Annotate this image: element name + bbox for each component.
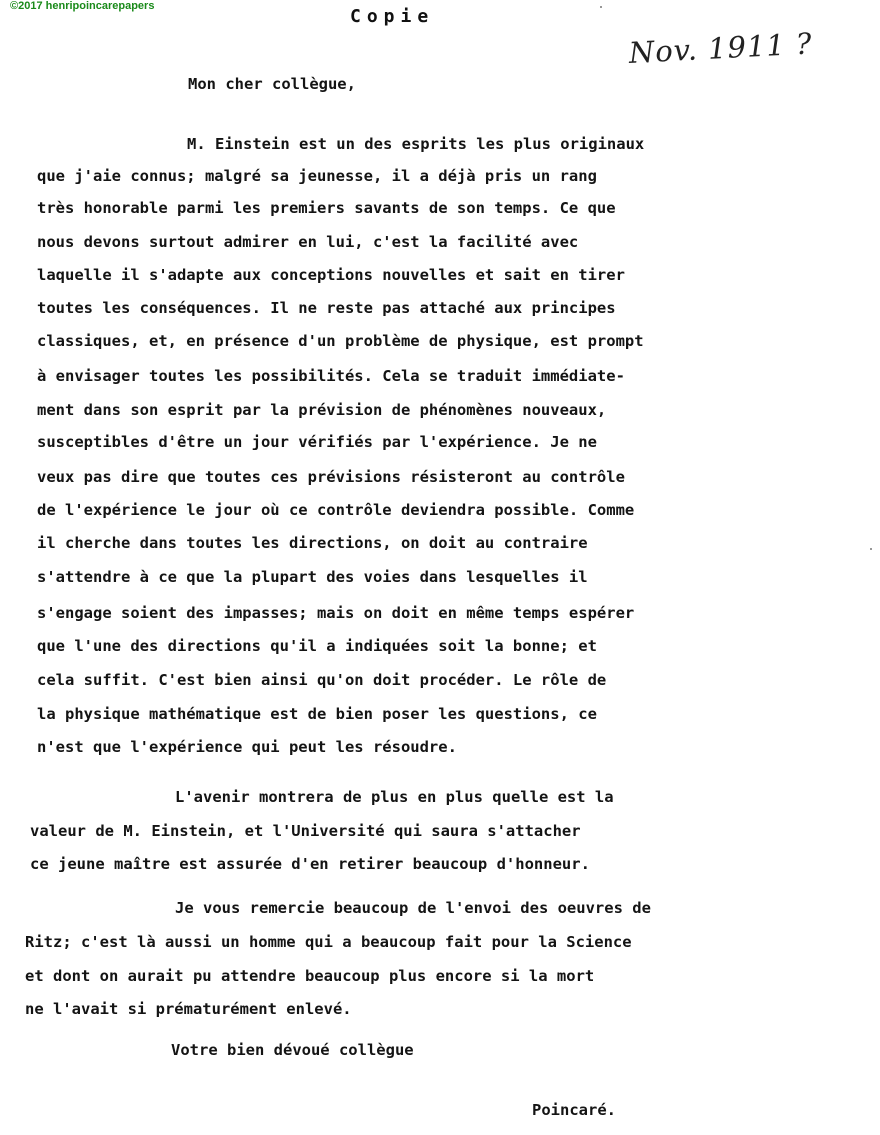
body-line: Ritz; c'est là aussi un homme qui a beaucoup fait pour la Science [25,933,632,951]
body-line: et dont on aurait pu attendre beaucoup plus encore si la mort [25,967,595,985]
handwritten-date-note: Nov. 1911 ? [628,26,814,70]
body-line: s'engage soient des impasses; mais on doit en même temps espérer [37,604,635,622]
body-line: toutes les conséquences. Il ne reste pas attaché aux principes [37,299,616,317]
body-line: nous devons surtout admirer en lui, c'est la facilité avec [37,233,579,251]
body-line: la physique mathématique est de bien poser les questions, ce [37,705,597,723]
body-line: cela suffit. C'est bien ainsi qu'on doit procéder. Le rôle de [37,671,607,689]
body-line: susceptibles d'être un jour vérifiés par l'expérience. Je ne [37,433,597,451]
body-line: n'est que l'expérience qui peut les résoudre. [37,738,457,756]
body-line: à envisager toutes les possibilités. Cela se traduit immédiate- [37,367,625,385]
body-line: ce jeune maître est assurée d'en retirer beaucoup d'honneur. [30,855,590,873]
body-line: valeur de M. Einstein, et l'Université qui saura s'attacher [30,822,581,840]
body-line: classiques, et, en présence d'un problème de physique, est prompt [37,332,644,350]
body-line: que j'aie connus; malgré sa jeunesse, il a déjà pris un rang [37,167,597,185]
body-line: veux pas dire que toutes ces prévisions résisteront au contrôle [37,468,625,486]
salutation: Mon cher collègue, [188,75,356,93]
copy-heading: Copie [350,6,435,27]
paper-speck [870,548,872,550]
body-line: M. Einstein est un des esprits les plus originaux [187,135,645,153]
body-line: s'attendre à ce que la plupart des voies dans lesquelles il [37,568,588,586]
body-line: que l'une des directions qu'il a indiquées soit la bonne; et [37,637,597,655]
body-line: laquelle il s'adapte aux conceptions nouvelles et sait en tirer [37,266,625,284]
body-line: il cherche dans toutes les directions, on doit au contraire [37,534,588,552]
copyright-watermark: ©2017 henripoincarepapers [10,0,155,12]
body-line: très honorable parmi les premiers savants de son temps. Ce que [37,199,616,217]
body-line: L'avenir montrera de plus en plus quelle est la [175,788,614,806]
body-line: Je vous remercie beaucoup de l'envoi des oeuvres de [175,899,651,917]
body-line: de l'expérience le jour où ce contrôle deviendra possible. Comme [37,501,635,519]
signature: Poincaré. [532,1101,616,1119]
closing-line: Votre bien dévoué collègue [171,1041,414,1059]
body-line: ment dans son esprit par la prévision de phénomènes nouveaux, [37,401,607,419]
body-line: ne l'avait si prématurément enlevé. [25,1000,352,1018]
paper-speck [600,6,602,8]
